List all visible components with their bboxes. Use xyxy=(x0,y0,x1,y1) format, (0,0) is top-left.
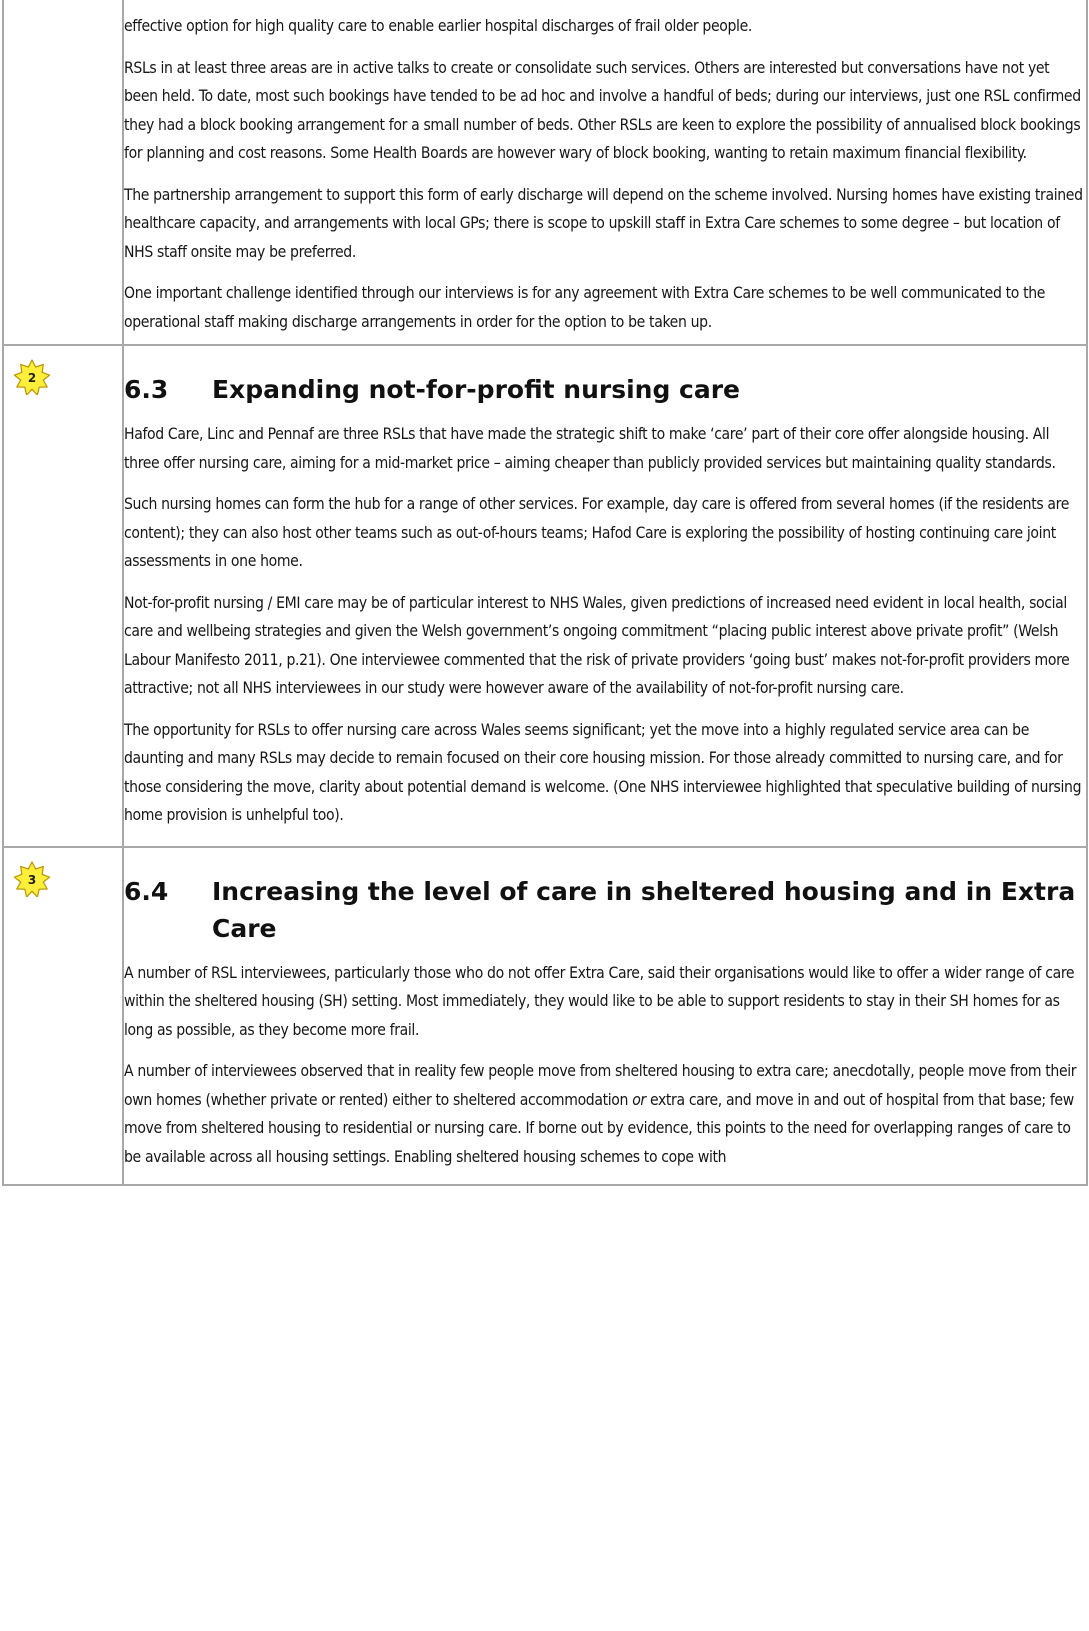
star-badge-number: 2 xyxy=(27,371,37,385)
section-heading xyxy=(124,371,1086,408)
icon-cell-empty xyxy=(3,0,123,345)
icon-cell xyxy=(3,847,123,1186)
report-table xyxy=(2,0,1088,1186)
section-title: Increasing the level of care in sheltered housing and in Extra Care xyxy=(212,876,1076,943)
section-title: Expanding not-for-profit nursing care xyxy=(212,375,741,404)
section-6-4-content xyxy=(123,847,1087,1186)
section-number: 6.3 xyxy=(124,375,169,404)
section-6-4-row xyxy=(3,847,1087,1186)
continuation-text xyxy=(123,0,1087,345)
section-heading xyxy=(124,873,1086,947)
section-number: 6.4 xyxy=(124,876,169,906)
star-badge-2-icon xyxy=(13,359,51,395)
emphasis: or xyxy=(632,1090,646,1109)
paragraph: The opportunity for RSLs to offer nursing care across Wales seems significant; yet the move into a highly regulated service area can be daunting and many RSLs may decide to remain focused on their core housing mission. For those already committed to nursing care, and for those considering the move, clarity about potential demand is welcome. (One NHS interviewee highlighted that speculative building of nursing home provision is unhelpful too). xyxy=(124,720,1082,824)
text-run: A number of interviewees observed that in reality few people move from sheltered housing to extra care; anecdotally, people move from their own homes (whether private or rented) either to sheltered accommodation xyxy=(124,1062,1077,1109)
text-run: extra care, and move in and out of hospital from that base; few move from sheltered housing to residential or nursing care. If borne out by evidence, this points to the need for overlapping ranges of care to be available across all housing settings. Enabling sheltered housing schemes to cope with xyxy=(124,1090,1074,1166)
section-6-3-content xyxy=(123,345,1087,847)
section-6-3-row xyxy=(3,345,1087,847)
paragraph: The partnership arrangement to support this form of early discharge will depend on the scheme involved. Nursing homes have existing trained healthcare capacity, and arrangements with local GPs; there is scope to upskill staff in Extra Care schemes to some degree – but location of NHS staff onsite may be preferred. xyxy=(124,185,1083,261)
icon-cell xyxy=(3,345,123,847)
star-badge-number: 3 xyxy=(27,872,37,887)
paragraph: Such nursing homes can form the hub for a range of other services. For example, day care is offered from several homes (if the residents are content); they can also host other teams such as out-of-hours teams; Hafod Care is exploring the possibility of hosting continuing care joint assessments in one home. xyxy=(124,495,1070,570)
paragraph: A number of RSL interviewees, particularly those who do not offer Extra Care, said their organisations would like to offer a wider range of care within the sheltered housing (SH) setting. Most immediately, they would like to be able to support residents to stay in their SH homes for as long as possible, as they become more frail. xyxy=(124,963,1075,1039)
paragraph: Not-for-profit nursing / EMI care may be of particular interest to NHS Wales, given predictions of increased need evident in local health, social care and wellbeing strategies and given the Welsh government’s ongoing commitment “placing public interest above private profit” (Welsh Labour Manifesto 2011, p.21). One interviewee commented that the risk of private providers ‘going bust’ makes not-for-profit providers more attractive; not all NHS interviewees in our study were however aware of the availability of not-for-profit nursing care. xyxy=(124,593,1070,697)
paragraph xyxy=(124,1057,1086,1171)
paragraph: effective option for high quality care to enable earlier hospital discharges of frail older people. xyxy=(124,17,752,35)
paragraph: One important challenge identified through our interviews is for any agreement with Extra Care schemes to be well communicated to the operational staff making discharge arrangements in order for the option to be taken up. xyxy=(124,284,1046,331)
paragraph: Hafod Care, Linc and Pennaf are three RSLs that have made the strategic shift to make ‘care’ part of their core offer alongside housing. All three offer nursing care, aiming for a mid-market price – aiming cheaper than publicly provided services but maintaining quality standards. xyxy=(124,425,1056,472)
paragraph: RSLs in at least three areas are in active talks to create or consolidate such services. Others are interested but conversations have not yet been held. To date, most such bookings have tended to be ad hoc and involve a handful of beds; during our interviews, just one RSL confirmed they had a block booking arrangement for a small number of beds. Other RSLs are keen to explore the possibility of annualised block bookings for planning and cost reasons. Some Health Boards are however wary of block booking, wanting to retain maximum financial flexibility. xyxy=(124,58,1081,162)
star-badge-3-icon xyxy=(13,861,51,897)
continuation-row xyxy=(3,0,1087,345)
